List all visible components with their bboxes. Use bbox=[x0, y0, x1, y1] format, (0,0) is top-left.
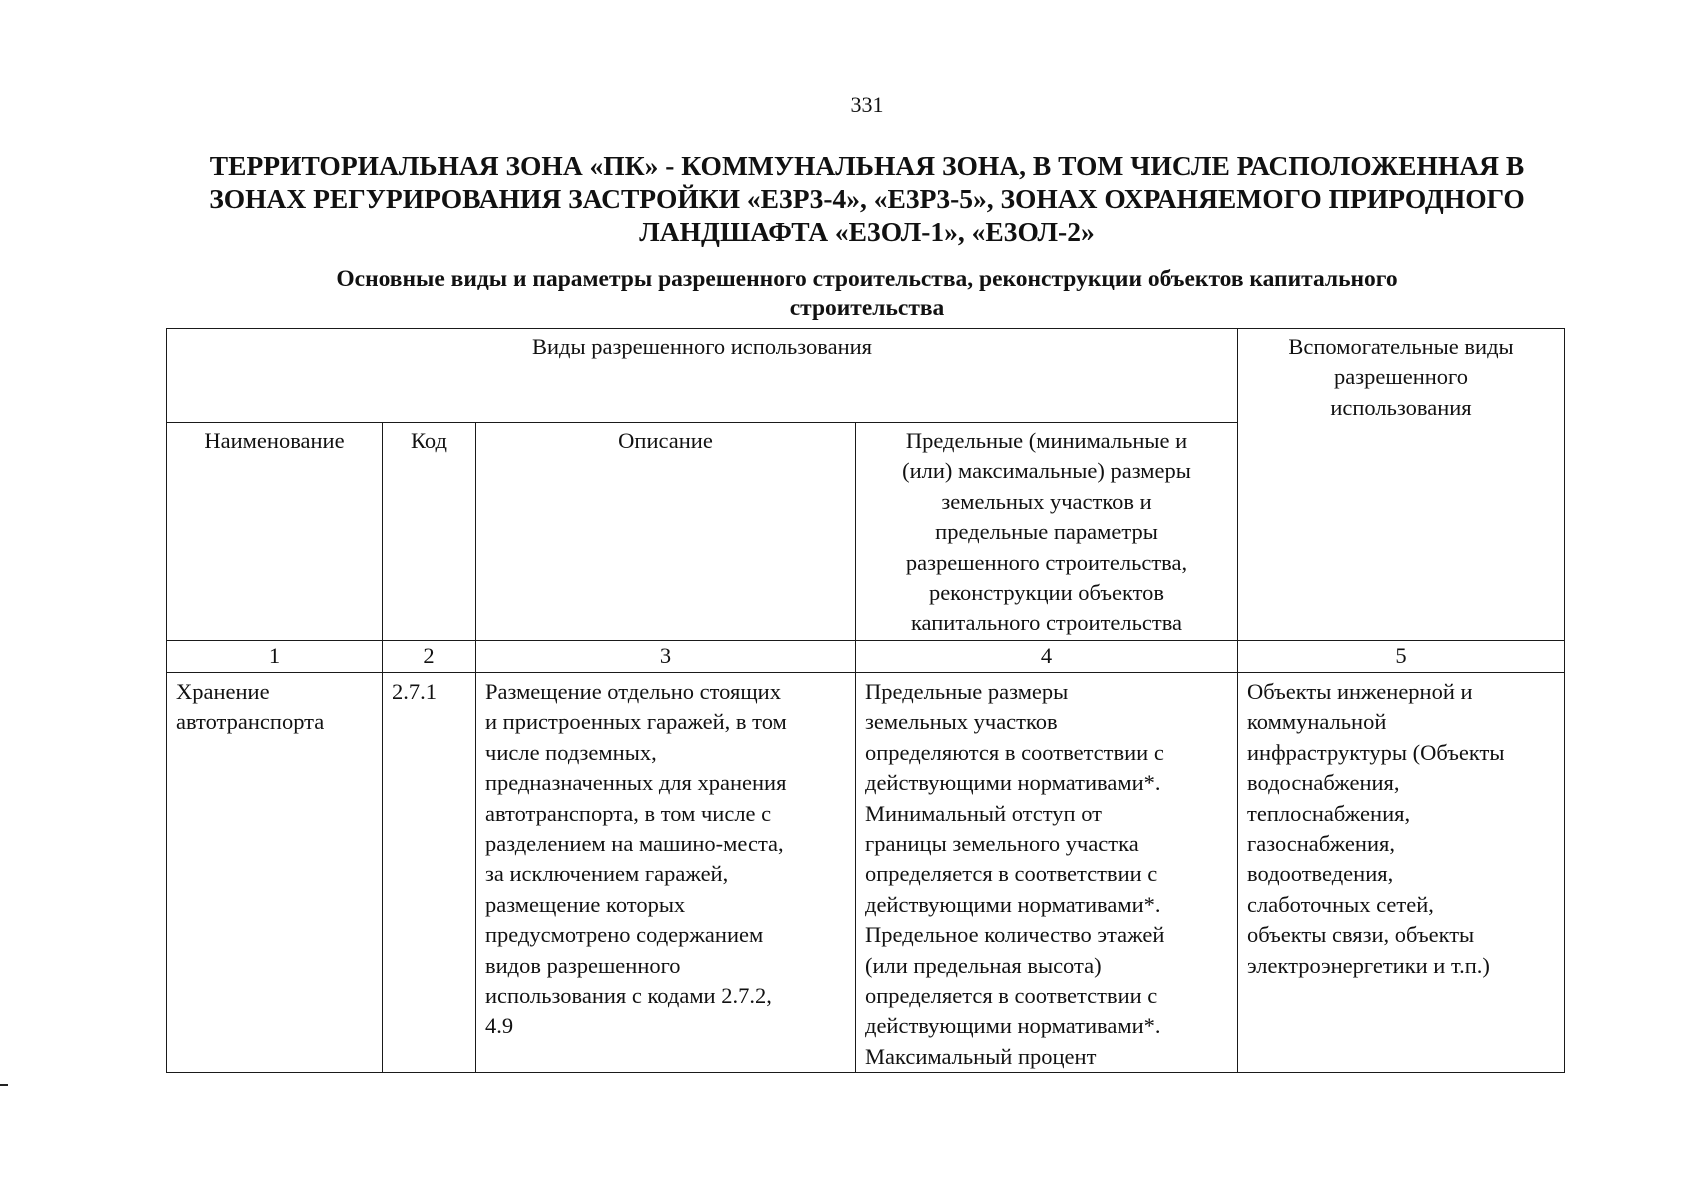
section-subtitle-line: Основные виды и параметры разрешенного строительства, реконструкции объектов капитального bbox=[336, 266, 1398, 292]
header-name: Наименование bbox=[167, 423, 383, 641]
header-auxiliary-uses: Вспомогательные виды разрешенного использования bbox=[1238, 329, 1565, 641]
permitted-uses-table bbox=[166, 328, 1565, 1073]
column-number: 3 bbox=[476, 641, 856, 673]
cell-code: 2.7.1 bbox=[383, 673, 476, 1073]
column-number: 4 bbox=[856, 641, 1238, 673]
column-number: 5 bbox=[1238, 641, 1565, 673]
document-title-line: ЗОНАХ РЕГУРИРОВАНИЯ ЗАСТРОЙКИ «Е3Р3-4», «Е3Р3-5», ЗОНАХ ОХРАНЯЕМОГО ПРИРОДНОГО bbox=[209, 183, 1525, 214]
page-number: 331 bbox=[850, 92, 884, 117]
header-permitted-uses: Виды разрешенного использования bbox=[167, 329, 1238, 423]
scan-edge-mark bbox=[0, 1084, 8, 1086]
cell-objects: Объекты инженерной и коммунальной инфраструктуры (Объекты водоснабжения, теплоснабжения, газоснабжения, водоотведения, слаботочных сетей, объекты связи, объекты электроэнергетики и т.п.) bbox=[1238, 673, 1565, 1073]
document-title-line: ЛАНДШАФТА «Е3ОЛ-1», «Е3ОЛ-2» bbox=[639, 216, 1095, 247]
table-row bbox=[167, 673, 1565, 1073]
table-group-header-row bbox=[167, 329, 1565, 423]
document-title-line: ТЕРРИТОРИАЛЬНАЯ ЗОНА «ПК» - КОММУНАЛЬНАЯ ЗОНА, В ТОМ ЧИСЛЕ РАСПОЛОЖЕННАЯ В bbox=[209, 150, 1525, 181]
cell-description: Размещение отдельно стоящих и пристроенных гаражей, в том числе подземных, предназначенных для хранения автотранспорта, в том числе с разделением на машино-места, за исключением гаражей, размещение которых предусмотрено содержанием видов разрешенного использования с кодами 2.7.2, 4.9 bbox=[476, 673, 856, 1073]
cell-limits: Предельные размеры земельных участков определяются в соответствии с действующими нормативами*. Минимальный отступ от границы земельного участка определяется в соответствии с действующими нормативами*. Предельное количество этажей (или предельная высота) определяется в соответствии с действующими нормативами*. Максимальный процент bbox=[856, 673, 1238, 1073]
section-subtitle-line: строительства bbox=[789, 295, 945, 321]
column-number: 2 bbox=[383, 641, 476, 673]
document-title bbox=[200, 149, 1534, 248]
section-subtitle bbox=[200, 265, 1534, 323]
header-limits: Предельные (минимальные и (или) максимальные) размеры земельных участков и предельные параметры разрешенного строительства, реконструкции объектов капитального строительства bbox=[856, 423, 1238, 641]
column-number: 1 bbox=[167, 641, 383, 673]
header-code: Код bbox=[383, 423, 476, 641]
table-column-numbers-row bbox=[167, 641, 1565, 673]
cell-name: Хранение автотранспорта bbox=[167, 673, 383, 1073]
header-description: Описание bbox=[476, 423, 856, 641]
